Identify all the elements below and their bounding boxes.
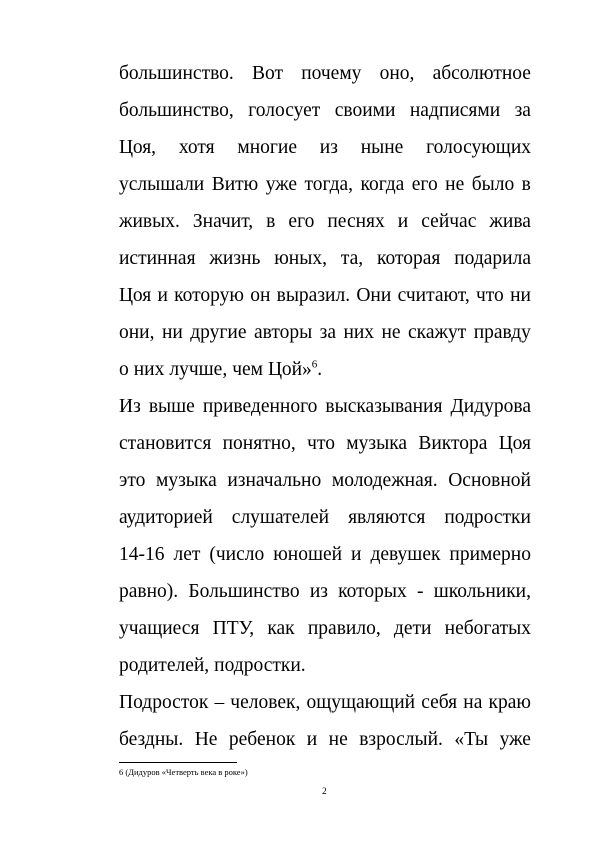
footnote-number: 6 — [119, 767, 124, 777]
footnote — [119, 767, 248, 778]
text-line: истинная жизнь юных, та, которая подарила — [119, 248, 531, 269]
body-text — [119, 55, 531, 758]
footnote-separator — [119, 762, 237, 763]
text-line: живых. Значит, в его песнях и сейчас жива — [119, 211, 531, 232]
text-line: о них лучше, чем Цой»$^6$. — [119, 358, 323, 380]
footnote-text: (Дидуров «Четверть века в роке») — [125, 767, 248, 777]
text-line: Из выше приведенного высказывания Дидурова — [119, 396, 531, 417]
text-line: родителей, подростки. — [119, 655, 306, 676]
text-line: Подросток – человек, ощущающий себя на краю — [119, 692, 531, 713]
page-number: 2 — [322, 787, 327, 797]
text-line: это музыка изначально молодежная. Основной — [119, 470, 531, 491]
text-line: 14-16 лет (число юношей и девушек примерно — [119, 544, 531, 565]
text-line: учащиеся ПТУ, как правило, дети небогатых — [119, 618, 531, 639]
text-line: бездны. Не ребенок и не взрослый. «Ты уже — [119, 729, 531, 750]
text-line: становится понятно, что музыка Виктора Цоя — [119, 433, 531, 454]
text-line: аудиторией слушателей являются подростки — [119, 507, 531, 528]
text-line: большинство, голосует своими надписями за — [119, 100, 531, 121]
text-line: Цоя, хотя многие из ныне голосующих — [119, 137, 531, 158]
text-line: большинство. Вот почему оно, абсолютное — [119, 63, 531, 84]
text-line: услышали Витю уже тогда, когда его не было в — [119, 174, 531, 195]
text-line: равно). Большинство из которых - школьники, — [119, 581, 531, 602]
text-line: Цоя и которую он выразил. Они считают, что ни — [119, 285, 531, 306]
text-line: они, ни другие авторы за них не скажут правду — [119, 322, 531, 343]
footnote-reference: 6 — [311, 358, 318, 371]
sentence-end: . — [317, 359, 323, 380]
